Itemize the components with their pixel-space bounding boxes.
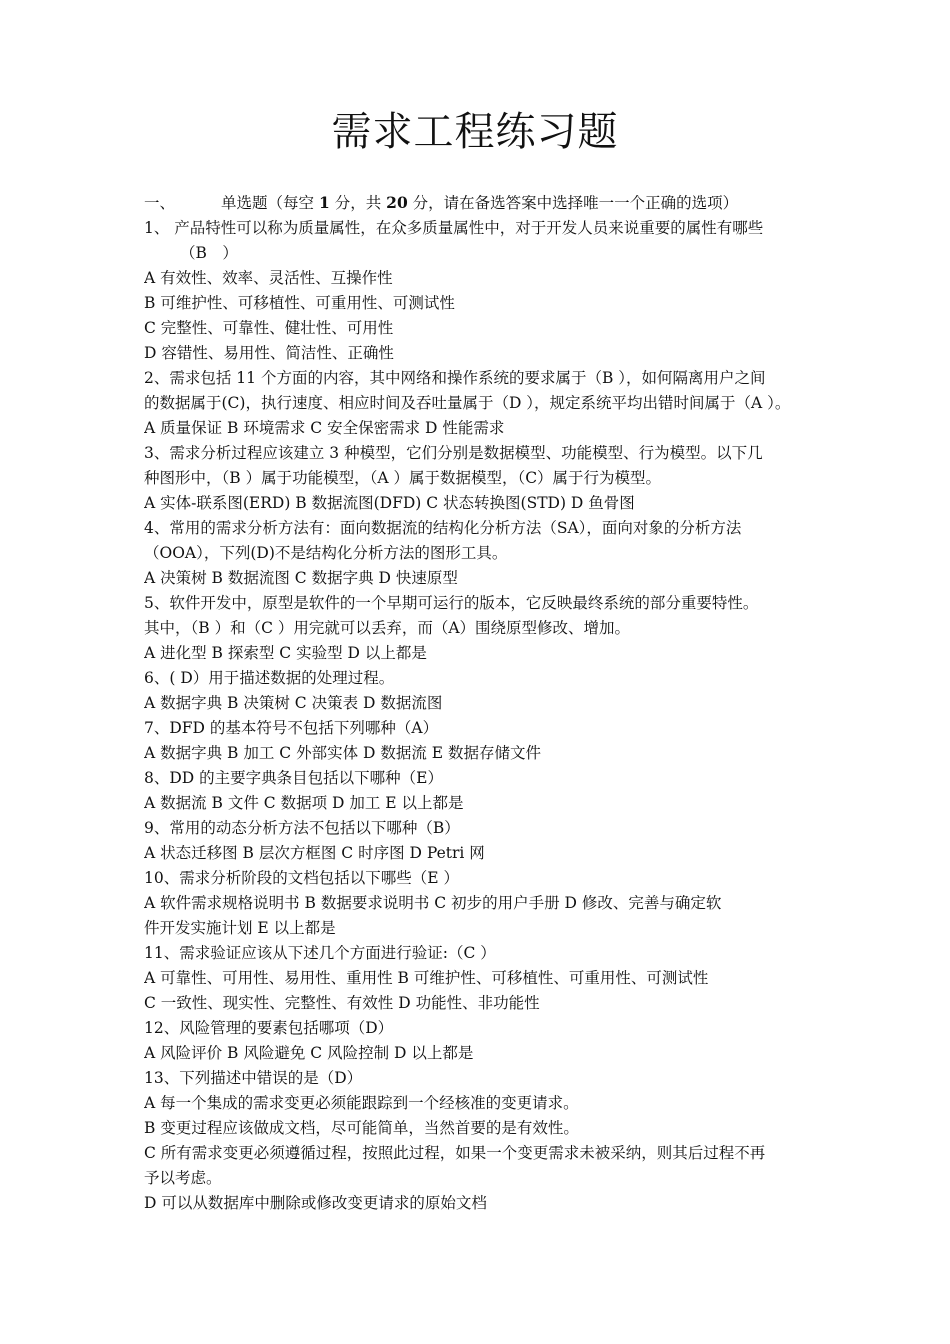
option-line: C 所有需求变更必须遵循过程，按照此过程，如果一个变更需求未被采纳，则其后过程不再 [144,1144,766,1162]
option-line: D 可以从数据库中删除或修改变更请求的原始文档 [144,1194,487,1212]
option-line: C 完整性、可靠性、健壮性、可用性 [144,319,394,337]
question-8: 8、DD 的主要字典条目包括以下哪种（E） [144,769,443,787]
question-4-cont: （OOA），下列(D)不是结构化分析方法的图形工具。 [144,544,508,562]
option-line: A 数据字典 B 决策树 C 决策表 D 数据流图 [144,694,443,712]
question-7: 7、DFD 的基本符号不包括下列哪种（A） [144,719,439,737]
option-line: A 可靠性、可用性、易用性、重用性 B 可维护性、可移植性、可重用性、可测试性 [144,969,709,987]
question-6: 6、( D）用于描述数据的处理过程。 [144,669,395,687]
option-line: A 进化型 B 探索型 C 实验型 D 以上都是 [144,644,427,662]
option-line: D 容错性、易用性、简洁性、正确性 [144,344,394,362]
option-line: A 数据流 B 文件 C 数据项 D 加工 E 以上都是 [144,794,464,812]
option-line: A 风险评价 B 风险避免 C 风险控制 D 以上都是 [144,1044,474,1062]
answer-blank: （B ） [180,244,238,262]
option-line-cont: 予以考虑。 [144,1169,222,1187]
option-line: A 每一个集成的需求变更必须能跟踪到一个经核准的变更请求。 [144,1094,579,1112]
question-4: 4、常用的需求分析方法有：面向数据流的结构化分析方法（SA），面向对象的分析方法 [144,519,742,537]
section-heading: 一、 单选题（每空 1 分，共 20 分，请在备选答案中选择唯一一个正确的选项） [144,193,739,212]
option-line: B 变更过程应该做成文档，尽可能简单，当然首要的是有效性。 [144,1119,579,1137]
question-5: 5、软件开发中，原型是软件的一个早期可运行的版本，它反映最终系统的部分重要特性。 [144,594,759,612]
question-10: 10、需求分析阶段的文档包括以下哪些（E ） [144,869,459,887]
option-line: C 一致性、现实性、完整性、有效性 D 功能性、非功能性 [144,994,540,1012]
option-line: B 可维护性、可移植性、可重用性、可测试性 [144,294,455,312]
option-line: A 数据字典 B 加工 C 外部实体 D 数据流 E 数据存储文件 [144,744,542,762]
question-11: 11、需求验证应该从下述几个方面进行验证:（C ） [144,944,496,962]
question-1: 1、 产品特性可以称为质量属性，在众多质量属性中，对于开发人员来说重要的属性有哪些 [144,219,764,237]
question-3-cont: 种图形中，（B ）属于功能模型，（A ）属于数据模型，（C）属于行为模型。 [144,469,662,487]
option-line: A 决策树 B 数据流图 C 数据字典 D 快速原型 [144,569,458,587]
option-line-cont: 件开发实施计划 E 以上都是 [144,919,336,937]
question-2: 2、需求包括 11 个方面的内容，其中网络和操作系统的要求属于（B ），如何隔离用户之间 [144,369,766,387]
question-list [144,190,812,1216]
option-line: A 状态迁移图 B 层次方框图 C 时序图 D Petri 网 [144,844,485,862]
question-5-cont: 其中，（B ）和（C ）用完就可以丢弃，而（A）围绕原型修改、增加。 [144,619,631,637]
option-line: A 软件需求规格说明书 B 数据要求说明书 C 初步的用户手册 D 修改、完善与确定软 [144,894,722,912]
question-13: 13、下列描述中错误的是（D） [144,1069,363,1087]
question-3: 3、需求分析过程应该建立 3 种模型，它们分别是数据模型、功能模型、行为模型。以下几 [144,444,763,462]
question-2-cont: 的数据属于(C)，执行速度、相应时间及吞吐量属于（D ），规定系统平均出错时间属于（A ）。 [144,394,791,412]
question-9: 9、常用的动态分析方法不包括以下哪种（B） [144,819,460,837]
option-line: A 质量保证 B 环境需求 C 安全保密需求 D 性能需求 [144,419,505,437]
option-line: A 实体-联系图(ERD) B 数据流图(DFD) C 状态转换图(STD) D 鱼骨图 [144,494,635,512]
section-number: 一、 [144,194,176,212]
question-12: 12、风险管理的要素包括哪项（D） [144,1019,394,1037]
option-line: A 有效性、效率、灵活性、互操作性 [144,269,393,287]
document-title: 需求工程练习题 [331,109,619,155]
